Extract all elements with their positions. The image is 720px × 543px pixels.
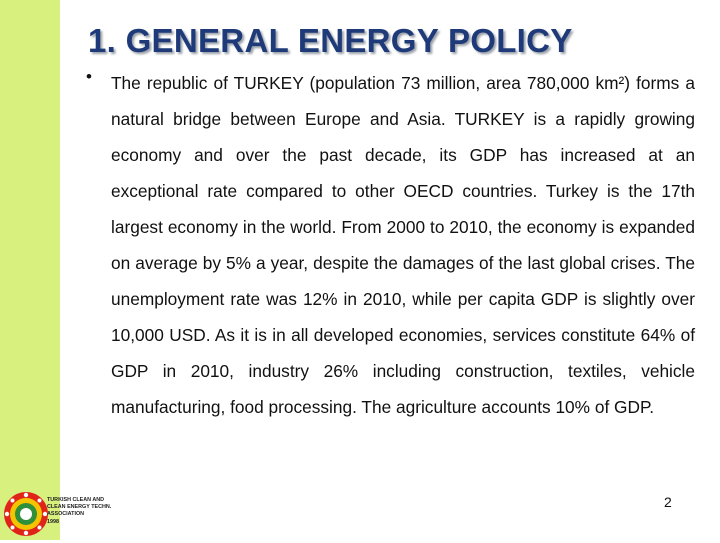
association-logo-icon xyxy=(2,490,50,538)
slide-title: 1. GENERAL ENERGY POLICY xyxy=(88,22,573,59)
slide-body-text: The republic of TURKEY (population 73 million, area 780,000 km²) forms a natural bridge between Europe and Asia. TURKEY is a rapidly growing economy and over the past decade, its GDP has increased at an exceptional rate compared to other OECD countries. Turkey is the 17th largest economy in the world. From 2000 to 2010, the economy is expanded on average by 5% a year, despite the damages of the last global crises. The unemployment rate was 12% in 2010, while per capita GDP is slightly over 10,000 USD. As it is in all developed economies, services constitute 64% of GDP in 2010, industry 26% including construction, textiles, vehicle manufacturing, food processing. The agriculture accounts 10% of GDP. xyxy=(111,73,695,417)
page-number: 2 xyxy=(664,494,672,510)
organization-name xyxy=(47,497,111,526)
org-name-line-1: TURKISH CLEAN AND xyxy=(47,497,104,503)
org-name-line-2: CLEAN ENERGY TECHN. xyxy=(47,504,112,511)
org-name-line-4: 1998 xyxy=(47,518,59,525)
decorative-sidebar xyxy=(0,0,60,540)
bullet-marker: • xyxy=(86,67,92,86)
org-name-line-3: ASSOCIATION xyxy=(47,511,85,518)
